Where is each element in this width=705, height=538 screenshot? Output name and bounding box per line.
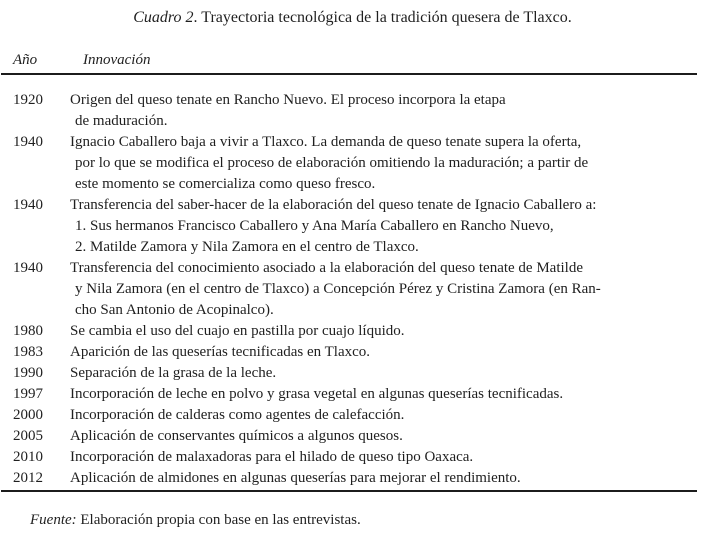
table-row [0, 405, 705, 426]
innovation-line: Aparición de las queserías tecnificadas en Tlaxco. [70, 344, 371, 360]
innovation-line: Incorporación de leche en polvo y grasa vegetal en algunas queserías tecnificadas. [70, 386, 564, 402]
year-cell: 1983 [13, 344, 43, 360]
year-cell: 1997 [13, 386, 43, 402]
year-cell: 1980 [13, 323, 43, 339]
table-row [0, 195, 705, 258]
innovation-line: Incorporación de malaxadoras para el hilado de queso tipo Oaxaca. [70, 449, 474, 465]
innovation-cell [70, 90, 506, 132]
innovation-line: por lo que se modifica el proceso de elaboración omitiendo la maduración; a partir de [75, 155, 589, 171]
year-cell: 1990 [13, 365, 43, 381]
table-body [0, 90, 705, 489]
year-cell: 1940 [13, 260, 43, 276]
innovation-line: 2. Matilde Zamora y Nila Zamora en el centro de Tlaxco. [75, 239, 419, 255]
table-row [0, 384, 705, 405]
innovation-cell [70, 195, 596, 258]
table-row [0, 132, 705, 195]
innovation-line: Origen del queso tenate en Rancho Nuevo. El proceso incorpora la etapa [70, 92, 506, 108]
innovation-line: Se cambia el uso del cuajo en pastilla por cuajo líquido. [70, 323, 405, 339]
innovation-cell [70, 468, 521, 489]
year-cell: 1940 [13, 134, 43, 150]
year-cell: 1940 [13, 197, 43, 213]
innovation-cell [70, 447, 473, 468]
source-label: Fuente: [30, 512, 77, 528]
year-cell: 2010 [13, 449, 43, 465]
table-caption [0, 7, 705, 29]
innovation-line: Transferencia del conocimiento asociado a la elaboración del queso tenate de Matilde [70, 260, 583, 276]
column-header-innovation: Innovación [83, 52, 151, 68]
innovation-line: y Nila Zamora (en el centro de Tlaxco) a Concepción Pérez y Cristina Zamora (en Ran- [75, 281, 601, 297]
innovation-line: Ignacio Caballero baja a vivir a Tlaxco. La demanda de queso tenate supera la oferta, [70, 134, 582, 150]
innovation-cell [70, 405, 404, 426]
table-row [0, 342, 705, 363]
table-row [0, 321, 705, 342]
table-row [0, 90, 705, 132]
innovation-cell [70, 132, 588, 195]
year-cell: 1920 [13, 92, 43, 108]
innovation-line: Aplicación de conservantes químicos a algunos quesos. [70, 428, 403, 444]
innovation-line: Aplicación de almidones en algunas queserías para mejorar el rendimiento. [70, 470, 521, 486]
innovation-cell [70, 363, 276, 384]
innovation-cell [70, 426, 403, 447]
year-cell: 2012 [13, 470, 43, 486]
source-text: Elaboración propia con base en las entrevistas. [76, 512, 361, 528]
innovation-line: 1. Sus hermanos Francisco Caballero y Ana María Caballero en Rancho Nuevo, [75, 218, 554, 234]
source-note [30, 510, 361, 530]
table-row [0, 447, 705, 468]
innovation-cell [70, 342, 370, 363]
bottom-rule [1, 490, 697, 492]
innovation-cell [70, 321, 405, 342]
table-row [0, 426, 705, 447]
innovation-cell [70, 384, 563, 405]
innovation-line: cho San Antonio de Acopinalco). [75, 302, 274, 318]
year-cell: 2005 [13, 428, 43, 444]
header-rule [1, 73, 697, 75]
innovation-cell [70, 258, 601, 321]
table-row [0, 468, 705, 489]
innovation-line: Separación de la grasa de la leche. [70, 365, 277, 381]
innovation-line: de maduración. [75, 113, 168, 129]
year-cell: 2000 [13, 407, 43, 423]
table-row [0, 258, 705, 321]
innovation-line: este momento se comercializa como queso fresco. [75, 176, 376, 192]
innovation-line: Transferencia del saber-hacer de la elaboración del queso tenate de Ignacio Caballero a: [70, 197, 597, 213]
innovation-line: Incorporación de calderas como agentes de calefacción. [70, 407, 405, 423]
table-caption-label: Cuadro 2 [133, 9, 194, 26]
column-header-year: Año [13, 52, 38, 68]
table-row [0, 363, 705, 384]
table-caption-text: . Trayectoria tecnológica de la tradición quesera de Tlaxco. [193, 9, 572, 26]
